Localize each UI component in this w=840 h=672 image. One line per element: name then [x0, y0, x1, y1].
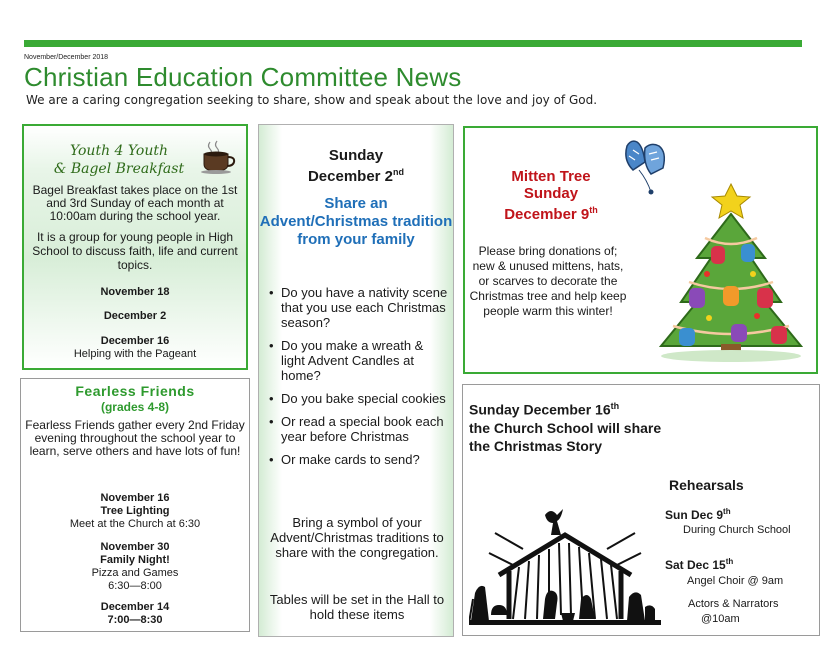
mitten-date: December 9	[504, 206, 590, 223]
mitten-title-line2: Sunday	[523, 185, 579, 202]
advent-heading: Share an Advent/Christmas tradition from your family	[259, 195, 453, 248]
youth-title-line1: Youth 4 Youth	[69, 143, 169, 159]
advent-date	[259, 147, 453, 185]
fearless-friends-box	[20, 378, 250, 632]
mitten-tree-box	[463, 126, 818, 374]
fearless-event	[21, 601, 249, 627]
list-item: • Do you make a wreath & light Advent Candles at home?	[269, 338, 449, 383]
advent-box	[258, 124, 454, 637]
event-time: 6:30—8:00	[108, 580, 162, 592]
rehearsal-2-time: @10am	[701, 613, 740, 625]
church-date: Sunday December 16	[469, 401, 611, 418]
mitten-title	[477, 168, 625, 223]
rehearsal-date-suffix: th	[723, 507, 731, 516]
fearless-event	[21, 541, 249, 593]
list-item: • Or read a special book each year before Christmas	[269, 414, 449, 444]
youth-box	[22, 124, 248, 370]
rehearsal-1-date	[665, 507, 731, 522]
youth-title-line2: & Bagel Breakfast	[53, 161, 185, 177]
church-title-line3: the Christmas Story	[469, 437, 603, 454]
rehearsal-date-text: Sat Dec 15	[665, 558, 726, 572]
event-date: November 30	[100, 541, 170, 553]
tagline: We are a caring congregation seeking to share, show and speak about the love and joy of God.	[26, 93, 598, 107]
rehearsal-2-detail: Angel Choir @ 9am	[687, 575, 784, 587]
mitten-date-suffix: th	[589, 205, 598, 215]
mitten-title-line1: Mitten Tree	[511, 168, 591, 185]
mitten-description: Please bring donations of; new & unused mittens, hats, or scarves to decorate the Christmas tree and help keep people warm this winter!	[469, 244, 627, 318]
list-item: • Do you bake special cookies	[269, 391, 449, 406]
advent-tables-note: Tables will be set in the Hall to hold these items	[269, 592, 445, 622]
advent-day: Sunday	[328, 147, 384, 164]
rehearsal-2-actors: Actors & Narrators	[688, 598, 779, 610]
list-item: • Do you have a nativity scene that you use each Christmas season?	[269, 285, 449, 330]
list-item: • Or make cards to send?	[269, 452, 449, 467]
advent-instructions: Bring a symbol of your Advent/Christmas traditions to share with the congregation.	[270, 515, 444, 560]
event-name: Family Night!	[100, 554, 170, 566]
issue-date: November/December 2018	[24, 54, 109, 61]
rehearsals-heading: Rehearsals	[669, 477, 744, 493]
youth-date-1: November 18	[100, 286, 170, 298]
church-title-line2: the Church School will share	[469, 419, 662, 436]
nativity-scene-icon	[469, 503, 661, 625]
advent-date-text: December 2	[307, 168, 394, 185]
youth-date-3: December 16	[100, 335, 170, 347]
rehearsal-2-date	[665, 557, 733, 572]
rehearsal-1-detail: During Church School	[683, 524, 791, 536]
christmas-tree-icon	[649, 178, 813, 366]
event-date: December 14	[100, 601, 170, 613]
fearless-description: Fearless Friends gather every 2nd Friday evening throughout the school year to learn, serve others and have lots of fun!	[25, 418, 245, 458]
event-detail: Pizza and Games	[91, 567, 179, 579]
fearless-title: Fearless Friends	[75, 383, 195, 399]
youth-title	[34, 142, 204, 178]
page-title: Christian Education Committee News	[24, 62, 462, 92]
youth-description: Bagel Breakfast takes place on the 1st and 3rd Sunday of each month at 10:00am during the school year.	[32, 183, 238, 223]
event-name: Tree Lighting	[100, 505, 170, 517]
event-detail: Meet at the Church at 6:30	[69, 518, 201, 530]
youth-date-2: December 2	[103, 310, 167, 322]
rehearsal-date-text: Sun Dec 9	[665, 508, 724, 522]
church-school-title	[469, 397, 769, 455]
coffee-cup-icon	[200, 140, 238, 174]
advent-question-list	[269, 285, 449, 475]
advent-date-suffix: nd	[393, 167, 405, 177]
church-school-box	[462, 384, 820, 636]
event-date: November 16	[100, 492, 170, 504]
top-rule	[24, 40, 802, 47]
youth-date-3-note: Helping with the Pageant	[73, 348, 197, 360]
rehearsal-date-suffix: th	[725, 557, 734, 566]
fearless-event	[21, 492, 249, 531]
church-date-suffix: th	[610, 401, 620, 411]
youth-group-description: It is a group for young people in High School to discuss faith, life and current topics.	[32, 230, 238, 272]
fearless-subtitle: (grades 4-8)	[100, 400, 170, 414]
event-time: 7:00—8:30	[107, 614, 163, 626]
